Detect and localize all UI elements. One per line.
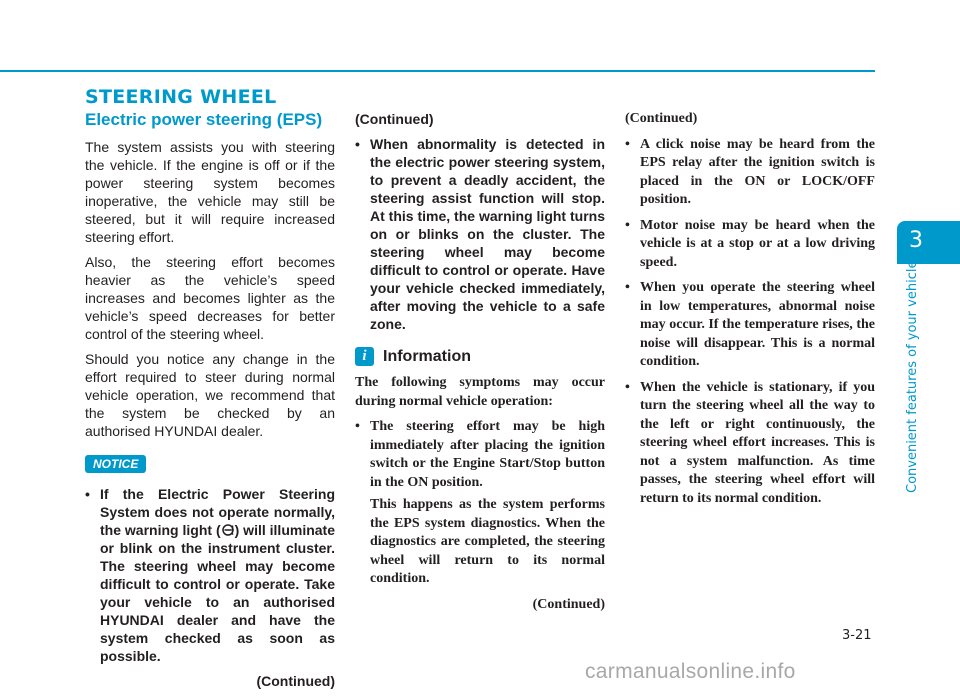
info-text: When the vehicle is stationary, if you turn the steering wheel all the way to the left or right continuously, the steering wheel effort increases. This is not a system malfunction. As time passes, the steering wheel effort will return to its normal condition. [640, 379, 875, 506]
info-list [625, 136, 875, 509]
continued-label: (Continued) [256, 673, 335, 689]
chapter-side-title: Convenient features of your vehicle [905, 260, 920, 493]
info-text: When you operate the steering wheel in low temperatures, abnormal noise may occur. If the temperature rises, the noise will disappear. This is a normal condition. [640, 280, 875, 369]
notice-item [85, 485, 335, 665]
info-icon: i [355, 347, 374, 366]
info-intro: The following symptoms may occur during normal vehicle operation: [355, 375, 605, 409]
continued-label: (Continued) [355, 111, 434, 127]
column-1 [85, 110, 335, 697]
bullet-icon: • [625, 280, 630, 295]
notice-text-a: If the Electric Power Steering System does not operate normally, the warning light ( [100, 486, 335, 538]
notice-list [355, 135, 605, 333]
column-2 [355, 110, 605, 621]
column-3 [625, 110, 875, 515]
info-note: This happens as the system performs the EPS system diagnostics. When the diagnostics are completed, the steering wheel will return to its normal condition. [370, 497, 605, 586]
notice-text-b: ) will illuminate or blink on the instrument cluster. The steering wheel may become difficult to control or operate. Take your vehicle to an authorised HYUNDAI dealer and have the system checked as soon as possible. [100, 522, 335, 664]
info-item [625, 379, 875, 509]
information-title: Information [383, 347, 471, 365]
bullet-icon: • [625, 379, 630, 395]
eps-heading: Electric power steering (EPS) [85, 110, 323, 129]
eps-warning-icon [221, 524, 235, 536]
bullet-icon: • [355, 136, 360, 152]
information-header [355, 347, 605, 366]
bullet-icon: • [85, 486, 90, 502]
notice-item [355, 135, 605, 333]
info-text: Motor noise may be heard when the vehicle is at a stop or at a low driving speed. [640, 217, 875, 270]
info-text: The steering effort may be high immediately after placing the ignition switch or the Engine Start/Stop button in the ON position. [370, 419, 605, 490]
chapter-tab [897, 221, 960, 264]
info-item [355, 418, 605, 589]
notice-badge: NOTICE [85, 455, 146, 473]
notice-text: When abnormality is detected in the electric power steering system, to prevent a deadly accident, the steering assist function will stop. At this time, the warning light turns on or blinks on the cluster. The steering wheel may become difficult to control or operate. Have your vehicle checked immediately, after moving the vehicle to a safe zone. [370, 136, 605, 332]
section-title: STEERING WHEEL [85, 86, 277, 108]
paragraph: Also, the steering effort becomes heavier as the vehicle’s speed increases and becomes lighter as the vehicle’s speed decreases for better control of the steering wheel. [85, 254, 335, 342]
info-text: A click noise may be heard from the EPS relay after the ignition switch is placed in the ON or LOCK/OFF position. [640, 136, 875, 207]
bullet-icon: • [355, 419, 360, 434]
page-number: 3-21 [842, 628, 872, 643]
watermark: carmanualsonline.info [585, 660, 796, 683]
paragraph: The system assists you with steering the vehicle. If the engine is off or if the power steering system becomes inoperative, the vehicle may still be steered, but it will require increased steering effort. [85, 139, 335, 245]
bullet-icon: • [625, 136, 630, 152]
info-item [625, 279, 875, 372]
paragraph: Should you notice any change in the effort required to steer during normal vehicle operation, we recommend that the system be checked by an authorised HYUNDAI dealer. [85, 351, 335, 439]
info-item [625, 136, 875, 210]
notice-list [85, 485, 335, 665]
info-item [625, 217, 875, 273]
header-rule [0, 70, 875, 72]
continued-label: (Continued) [625, 111, 698, 126]
bullet-icon: • [625, 217, 630, 233]
chapter-number: 3 [909, 228, 923, 253]
info-list [355, 418, 605, 589]
continued-label: (Continued) [532, 596, 605, 612]
